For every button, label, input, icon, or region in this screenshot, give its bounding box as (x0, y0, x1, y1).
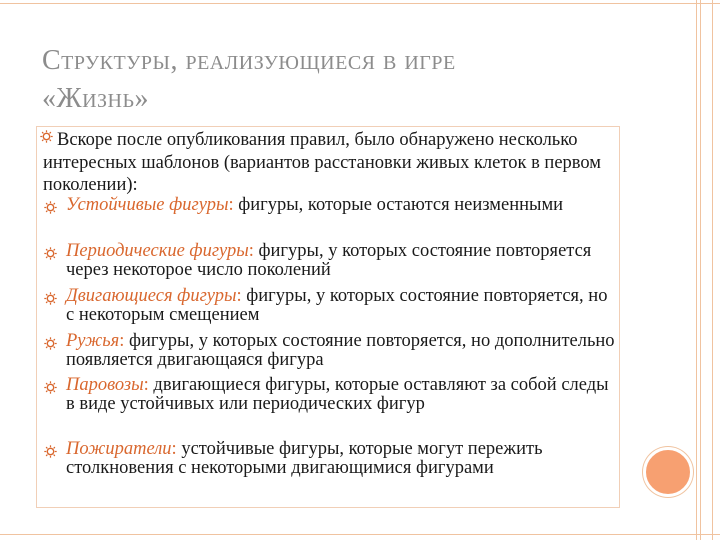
sun-bullet-icon (44, 201, 57, 214)
orange-circle-decoration (643, 447, 693, 497)
sun-bullet-icon (44, 445, 57, 458)
bullet-colon: : (171, 439, 177, 459)
frame-line-vertical (712, 0, 713, 540)
frame-line-bottom (0, 534, 720, 535)
bullet-colon: : (228, 195, 234, 215)
bullet-term: Периодические фигуры (66, 241, 249, 261)
bullet-term: Устойчивые фигуры (66, 195, 229, 215)
bullet-colon: : (143, 375, 149, 395)
bullet-description: фигуры, у которых состояние повторяется, но с некоторым смещением (66, 286, 608, 325)
frame-line-vertical (696, 0, 697, 540)
bullet-description: фигуры, у которых состояние повторяется через некоторое число поколений (66, 241, 592, 280)
bullet-text (66, 332, 618, 369)
bullet-description: фигуры, у которых состояние повторяется, но дополнительно появляется двигающаяся фигура (66, 331, 615, 370)
bullet-description: устойчивые фигуры, которые могут пережить столкновения с некоторыми двигающимися фигурами (66, 439, 543, 478)
bullet-term: Пожиратели (66, 439, 172, 459)
slide-title-line-1: Структуры, реализующиеся в игре (42, 45, 456, 76)
sun-bullet-icon (44, 247, 57, 260)
bullet-description: фигуры, которые остаются неизменными (233, 195, 564, 215)
sun-bullet-icon (44, 337, 57, 350)
bullet-term: Паровозы (66, 375, 144, 395)
bullet-text (66, 196, 618, 215)
slide-title-line-2: «Жизнь» (42, 83, 149, 114)
slide-title (42, 42, 642, 118)
bullet-description: двигающиеся фигуры, которые оставляют за собой следы в виде устойчивых или периодических фигур (66, 375, 609, 414)
bullet-text (66, 242, 618, 279)
bullet-colon: : (119, 331, 125, 351)
sun-bullet-icon (44, 292, 57, 305)
bullet-text (66, 376, 618, 413)
lead-paragraph: Вскоре после опубликования правил, было обнаружено несколько интересных шаблонов (вариантов расстановки живых клеток в первом поколении): (43, 130, 602, 195)
bullet-colon: : (236, 286, 242, 306)
frame-line-top (0, 3, 720, 4)
frame-line-vertical (700, 0, 701, 540)
bullet-term: Двигающиеся фигуры (66, 286, 237, 306)
bullet-text (66, 287, 618, 324)
sun-bullet-icon (44, 381, 57, 394)
bullet-text (66, 440, 618, 477)
bullet-colon: : (248, 241, 254, 261)
bullet-term: Ружья (66, 331, 120, 351)
